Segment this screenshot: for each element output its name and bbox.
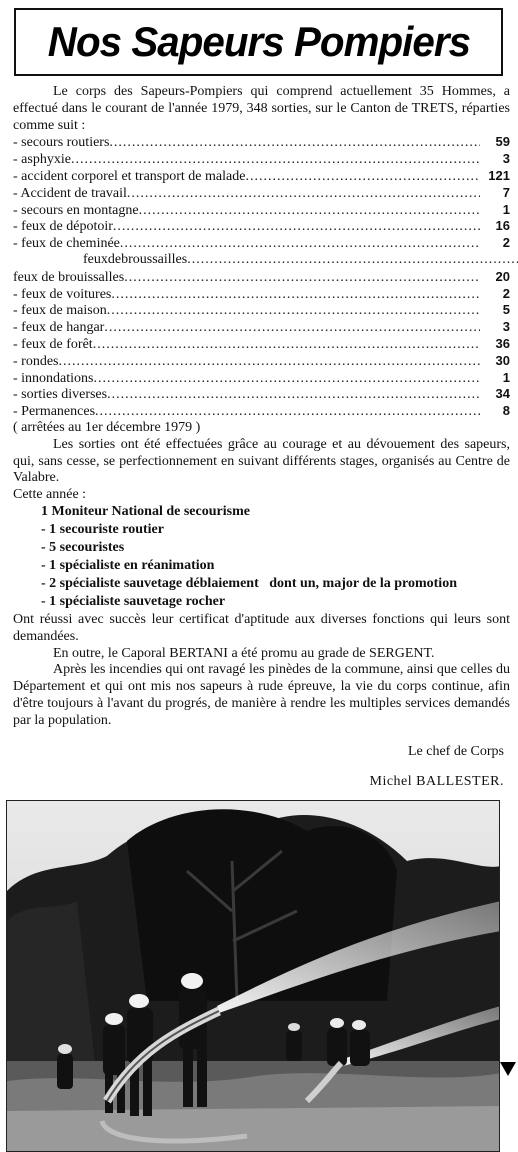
stats-list: [13, 134, 510, 420]
stat-row: - accident corporel et transport de malade ..... 121: [13, 168, 510, 185]
date-note: ( arrêtées au 1er décembre 1979 ): [13, 419, 201, 435]
stat-row: - feux de cheminée ..... 2: [13, 235, 510, 252]
stat-row: - Permanences ..... 8: [13, 403, 510, 420]
paragraph-incendies: Après les incendies qui ont ravagé les pinèdes de la commune, ainsi que celles du Département et qui ont mis nos sapeurs à rude épreuve, la vie du corps continue, afin d'être toujours à l'avant du progrés, de manière à rendre les multiples services demandés par la population.: [13, 662, 510, 728]
paragraph-bertani: En outre, le Caporal BERTANI a été promu au grade de SERGENT.: [53, 645, 435, 661]
stat-row: - secours en montagne ..... 1: [13, 202, 510, 219]
signature-name: Michel BALLESTER.: [369, 774, 504, 790]
stat-row: - feux de hangar ..... 3: [13, 319, 510, 336]
list-item: 1 Moniteur National de secourisme: [41, 503, 250, 519]
list-item: - 1 secouriste routier: [41, 521, 164, 537]
stat-row-broussailles: feux de broussailles .....: [13, 252, 510, 269]
page-title: Nos Sapeurs Pompiers: [47, 18, 470, 65]
stat-row: feux de brouissalles ..... 20: [13, 269, 510, 286]
list-item: - 1 spécialiste en réanimation: [41, 557, 215, 573]
cette-annee-label: Cette année :: [13, 487, 87, 503]
paragraph-certificat: Ont réussi avec succès leur certificat d'aptitude aux diverses fonctions qui leurs sont demandées.: [13, 611, 510, 644]
qualifications-list: [13, 504, 510, 612]
stat-row: - asphyxie ..... 3: [13, 151, 510, 168]
stat-row: - feux de forêt ..... 36: [13, 336, 510, 353]
page-marker-icon: [500, 1062, 516, 1076]
article-body: [13, 84, 510, 791]
stat-row: - feux de dépotoir ..... 16: [13, 218, 510, 235]
stat-row: - Accident de travail ..... 7: [13, 185, 510, 202]
stat-row: - rondes ..... 30: [13, 353, 510, 370]
list-item: - 5 secouristes: [41, 539, 125, 555]
stat-row: - feux de maison ..... 5: [13, 302, 510, 319]
stat-row: - secours routiers ..... 59: [13, 134, 510, 151]
list-item: - 2 spécialiste sauvetage déblaiement dont un, major de la promotion: [41, 575, 457, 591]
paragraph-sorties: Les sorties ont été effectuées grâce au courage et au dévouement des sapeurs, qui, sans cesse, se perfectionnement en suivant différents stages, organisés au Centre de Valabre.: [13, 436, 510, 486]
stat-row: - sorties diverses ..... 34: [13, 386, 510, 403]
intro-paragraph: Le corps des Sapeurs-Pompiers qui comprend actuellement 35 Hommes, a effectué dans le courant de l'année 1979, 348 sorties, sur le Canton de TRETS, réparties comme suit :: [13, 84, 510, 133]
title-box: [14, 8, 503, 76]
firefighters-photo: [6, 800, 500, 1152]
stat-row: - innondations ..... 1: [13, 370, 510, 387]
signature-title: Le chef de Corps: [407, 743, 504, 759]
stat-row: - feux de voitures ..... 2: [13, 286, 510, 303]
list-item: - 1 spécialiste sauvetage rocher: [41, 593, 226, 609]
